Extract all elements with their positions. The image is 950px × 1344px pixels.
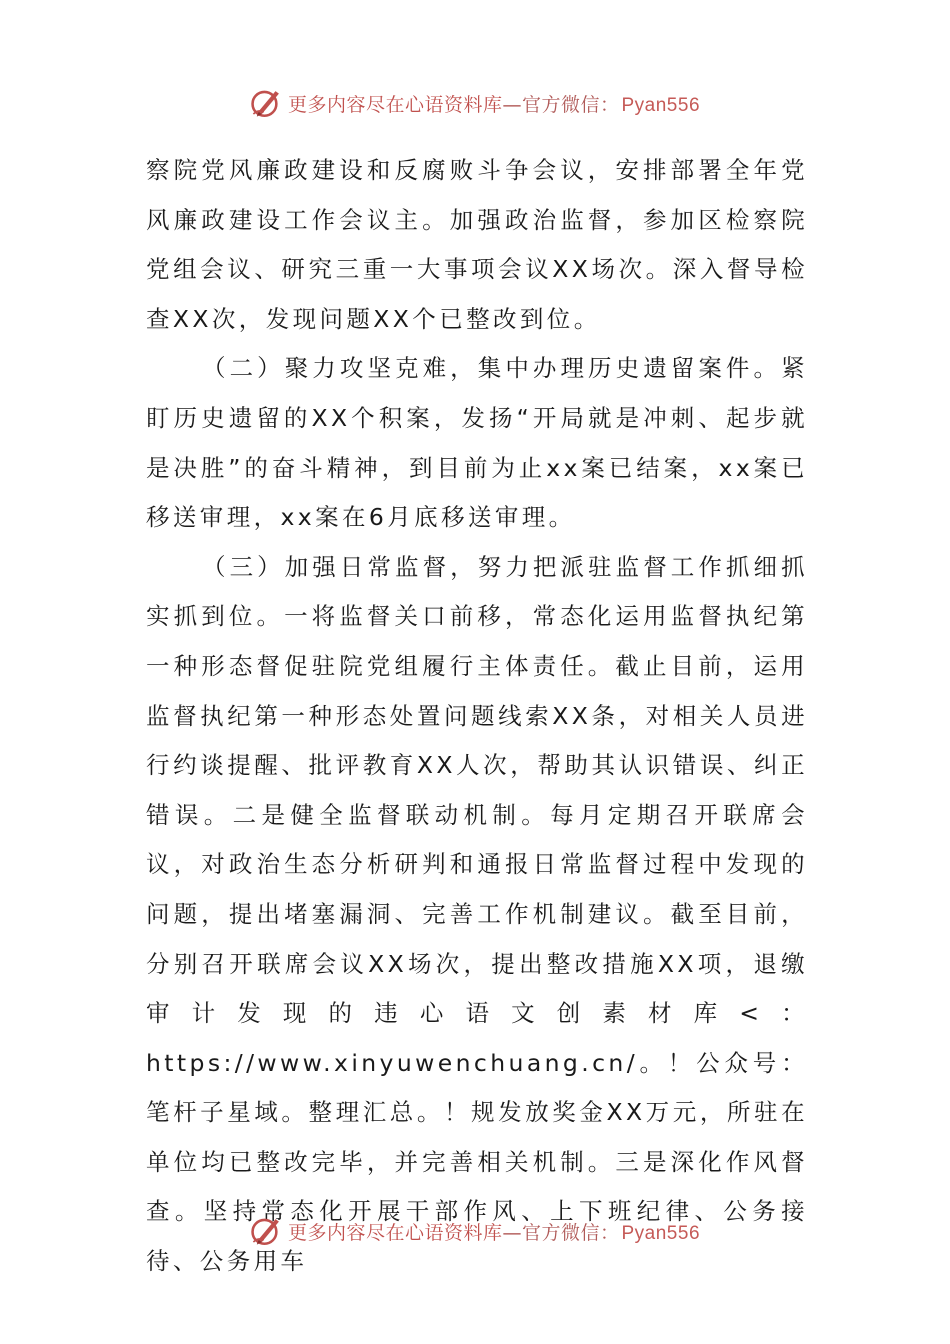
header-banner [0,83,950,123]
paragraph-1: 察院党风廉政建设和反腐败斗争会议，安排部署全年党风廉政建设工作会议主。加强政治监督，参加区检察院党组会议、研究三重一大事项会议XX场次。深入督导检查XX次，发现问题XX个已整改到位。 [146,156,808,333]
pen-logo-icon [250,86,284,120]
pen-logo-icon [250,1214,284,1248]
footer-banner [0,1211,950,1251]
header-banner-text: 更多内容尽在心语资料库—官方微信： Pyan556 [287,93,701,116]
paragraph-3: （三）加强日常监督，努力把派驻监督工作抓细抓实抓到位。一将监督关口前移，常态化运用监督执纪第一种形态督促驻院党组履行主体责任。截止目前，运用监督执纪第一种形态处置问题线索XX条，对相关人员进行约谈提醒、批评教育XX人次，帮助其认识错误、纠正错误。二是健全监督联动机制。每月定期召开联席会议，对政治生态分析研判和通报日常监督过程中发现的问题，提出堵塞漏洞、完善工作机制建议。截至目前，分别召开联席会议XX场次，提出整改措施XX项，退缴审计发现的违心语文创素材库<：https://www.xinyuwenchuang.cn/。！公众号：笔杆子星域。整理汇总。！规发放奖金XX万元，所驻在单位均已整改完毕，并完善相关机制。三是深化作风督查。坚持常态化开展干部作风、上下班纪律、公务接待、公务用车 [146,552,808,1276]
document-body [146,146,808,1287]
footer-banner-text: 更多内容尽在心语资料库—官方微信： Pyan556 [287,1221,701,1244]
paragraph-2: （二）聚力攻坚克难，集中办理历史遗留案件。紧盯历史遗留的XX个积案，发扬“开局就是冲刺、起步就是决胜”的奋斗精神，到目前为止xx案已结案，xx案已移送审理，xx案在6月底移送审理。 [146,354,808,532]
